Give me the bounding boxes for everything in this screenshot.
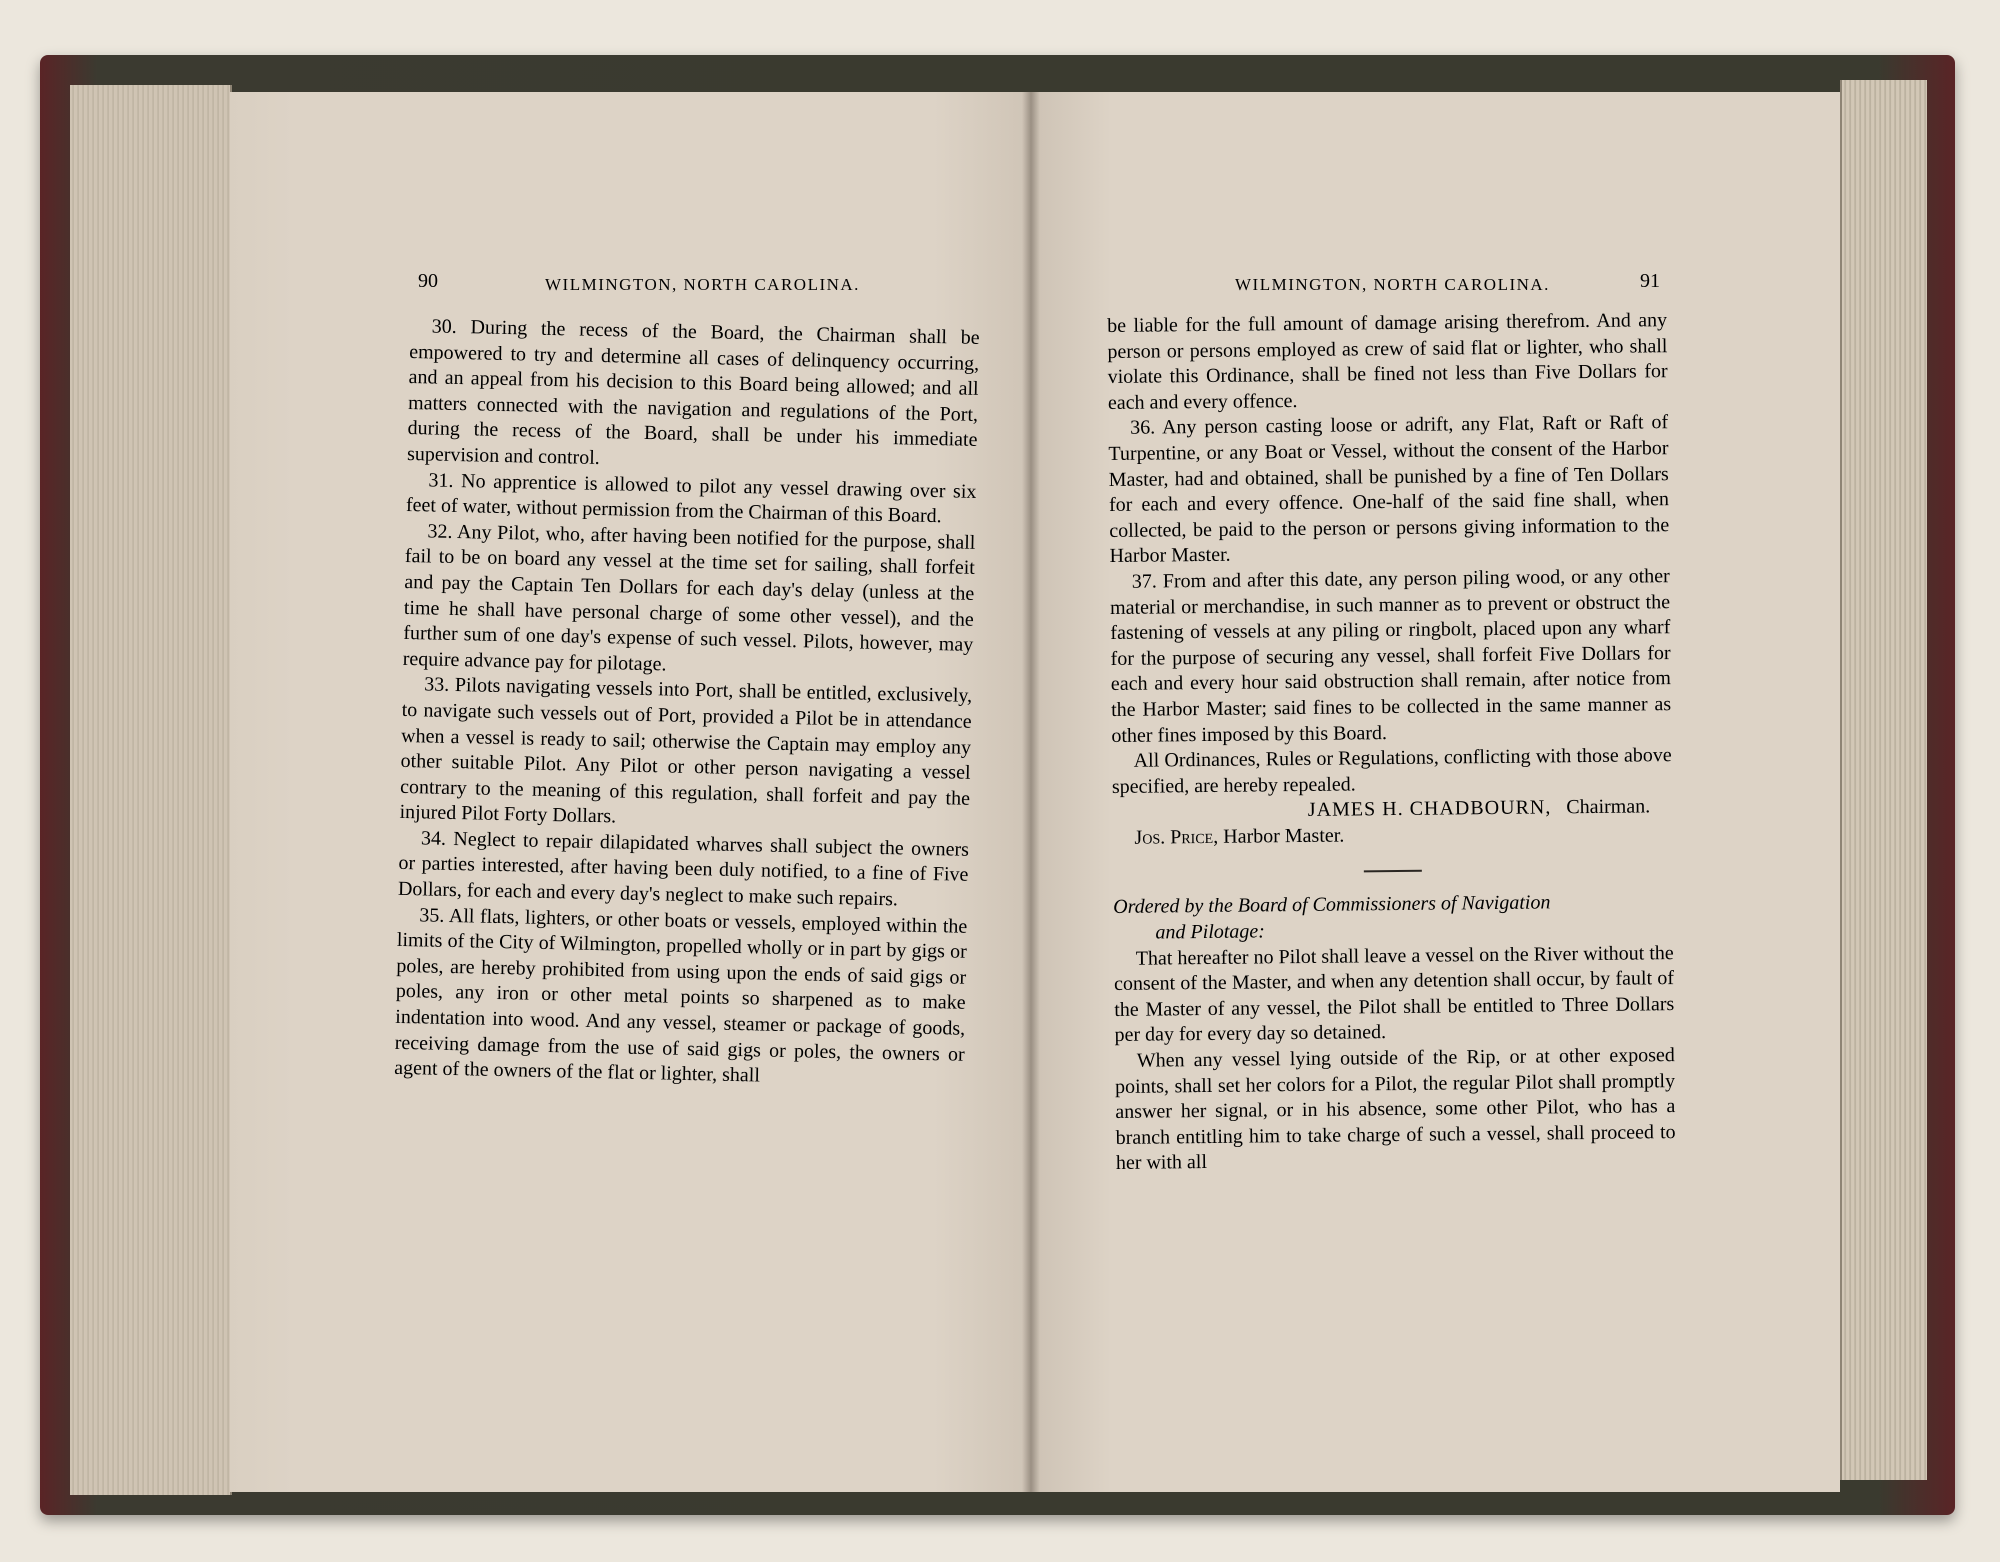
harbor-master-name: Jos. Price, — [1134, 825, 1219, 849]
continuation-paragraph: be liable for the full amount of damage arising therefrom. And any person or persons employed as crew of said flat or lighter, who shall violate this Ordinance, shall be fined not less than Five Dollars for each and every offence. — [1107, 309, 1668, 414]
right-running-head: WILMINGTON, NORTH CAROLINA. — [1235, 275, 1550, 294]
section-divider — [1364, 870, 1422, 873]
page-edges-right — [1840, 80, 1927, 1480]
ordered-heading: Ordered by the Board of Commissioners of Navigation — [1113, 891, 1551, 919]
signature-title: Chairman. — [1566, 795, 1651, 819]
paragraph: When any vessel lying outside of the Rip, or at other exposed points, shall set her colors for a Pilot, the regular Pilot shall promptly answer her signal, or in his absence, some other Pilot, who has a branch entitling him to take charge of such a vessel, shall proceed to her with all — [1114, 1044, 1676, 1175]
book-gutter — [1022, 92, 1040, 1492]
page-edges-left — [70, 85, 232, 1495]
ordered-heading-cont: and Pilotage: — [1155, 920, 1266, 944]
paragraph: 30. During the recess of the Board, the Chairman shall be empowered to try and determine all cases of delinquency occurring, and an appeal from his decision to this Board being allowed; and all matters connected with the navigation and regulations of the Port, during the recess of the Board, shall be under his immediate supervision and control. — [406, 315, 980, 469]
paragraph: All Ordinances, Rules or Regulations, conflicting with those above specified, are hereby repealed. — [1111, 744, 1672, 798]
left-page-text — [394, 314, 980, 1094]
harbor-master-line — [1112, 820, 1672, 851]
paragraph: 31. No apprentice is allowed to pilot any vessel drawing over six feet of water, without permission from the Chairman of this Board. — [405, 468, 977, 528]
right-page-number: 91 — [1640, 270, 1660, 292]
paragraph: 33. Pilots navigating vessels into Port, shall be entitled, exclusively, to navigate such vessels out of Port, provided a Pilot be in attendance when a vessel is ready to sail; otherwise the Captain may employ any other suitable Pilot. Any Pilot or other person navigating a vessel contrary to the meaning of this regulation, shall forfeit and pay the injured Pilot Forty Dollars. — [399, 673, 973, 828]
left-running-head: WILMINGTON, NORTH CAROLINA. — [545, 275, 860, 294]
paragraph: 36. Any person casting loose or adrift, any Flat, Raft or Raft of Turpentine, or any Boat or Vessel, without the consent of the Harbor Master, had and obtained, shall be punished by a fine of Ten Dollars for each and every offence. One-half of the said fine shall, when collected, be paid to the person or persons giving information to the Harbor Master. — [1108, 411, 1670, 568]
harbor-master-title: Harbor Master. — [1223, 824, 1345, 848]
paragraph: 35. All flats, lighters, or other boats or vessels, employed within the limits of the City of Wilmington, propelled wholly or in part by gigs or poles, are hereby prohibited from using upon the ends of said gigs or poles, any iron or other metal points so sharpened as to make indentation into wood. And any vessel, steamer or package of goods, receiving damage from the use of said gigs or poles, the owners or agent of the owners of the flat or lighter, shall — [393, 903, 968, 1087]
paragraph: That hereafter no Pilot shall leave a vessel on the River without the consent of the Master, and when any detention shall occur, by fault of the Master of any vessel, the Pilot shall be entitled to Three Dollars per day for every day so detained. — [1113, 941, 1675, 1047]
left-page-number: 90 — [418, 270, 438, 292]
signature-name: JAMES H. CHADBOURN, — [1307, 796, 1552, 822]
right-page-text — [1107, 308, 1676, 1177]
paragraph: 34. Neglect to repair dilapidated wharves shall subject the owners or parties interested, after having been duly notified, to a fine of Five Dollars, for each and every day's neglect to make such repairs. — [397, 827, 970, 911]
paragraph: 37. From and after this date, any person piling wood, or any other material or merchandise, in such manner as to prevent or obstruct the fastening of vessels at any piling or ringbolt, placed upon any wharf for the purpose of securing any vessel, shall forfeit Five Dollars for each and every hour said obstruction shall remain, after notice from the Harbor Master; said fines to be collected in the same manner as other fines imposed by this Board. — [1109, 565, 1672, 747]
paragraph: 32. Any Pilot, who, after having been notified for the purpose, shall fail to be on board any vessel at the time set for sailing, shall forfeit and pay the Captain Ten Dollars for each day's delay (unless at the time he shall have personal charge of some other vessel), and the further sum of one day's expense of such vessel. Pilots, however, may require advance pay for pilotage. — [402, 520, 976, 676]
